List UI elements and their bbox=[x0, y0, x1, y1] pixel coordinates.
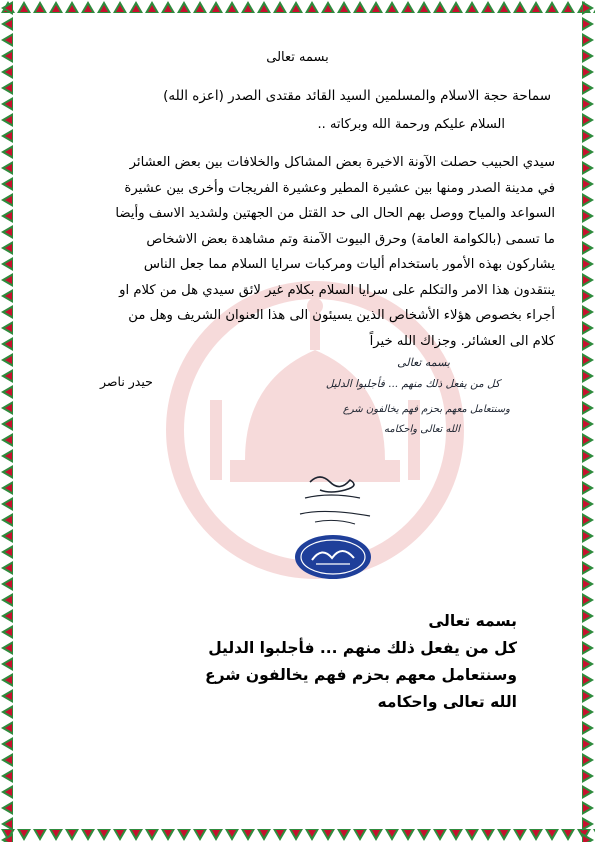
body-line: في مدينة الصدر ومنها بين عشيرة المطير وعشيرة الفريجات وأخرى بين عشيرة bbox=[124, 180, 555, 196]
handwritten-reply bbox=[270, 356, 520, 458]
transcription-line: كل من يفعل ذلك منهم ... فأجلبوا الدليل bbox=[208, 639, 517, 657]
decorative-border-bottom bbox=[0, 828, 595, 842]
basmala-heading: بسمه تعالى bbox=[266, 50, 329, 65]
transcription-line: بسمه تعالى bbox=[428, 612, 517, 630]
reply-transcription bbox=[205, 608, 517, 716]
decorative-border-top bbox=[0, 0, 595, 14]
handwritten-signature bbox=[290, 468, 380, 528]
transcription-line: الله تعالى واحكامه bbox=[377, 693, 517, 711]
handwritten-line: كل من يفعل ذلك منهم ... فأجلبوا الدليل bbox=[325, 378, 500, 390]
body-line: سيدي الحبيب حصلت الآونة الاخيرة بعض المشاكل والخلافات بين بعض العشائر bbox=[129, 155, 555, 170]
body-line: أجراء بخصوص هؤلاء الأشخاص الذين يسيئون الى هذا العنوان الشريف وهل من bbox=[128, 308, 555, 323]
greeting-line: السلام عليكم ورحمة الله وبركاته .. bbox=[317, 117, 505, 132]
addressee-line: سماحة حجة الاسلام والمسلمين السيد القائد مقتدى الصدر (اعزه الله) bbox=[163, 88, 551, 104]
body-line-closing: كلام الى العشائر. وجزاك الله خيراً bbox=[369, 333, 555, 349]
official-stamp bbox=[292, 532, 374, 582]
body-line: ينتقدون هذا الامر والتكلم على سرايا السلام بكلام غير لائق سيدي هل من كلام او bbox=[119, 282, 555, 298]
transcription-line: وسنتعامل معهم بحزم فهم يخالفون شرع bbox=[205, 666, 517, 684]
handwritten-line: وسنتعامل معهم بحزم فهم يخالفون شرع bbox=[342, 404, 510, 415]
decorative-border-left bbox=[0, 0, 14, 842]
decorative-border-right bbox=[581, 0, 595, 842]
handwritten-line: الله تعالى واحكامه bbox=[384, 424, 460, 435]
body-line: يشاركون بهذه الأمور باستخدام أليات ومركبات سرايا السلام مما جعل الناس bbox=[143, 257, 555, 272]
body-line: السواعد والمياح ووصل بهم الحال الى حد القتل من الجهتين ولشديد الاسف وأيضا bbox=[115, 206, 555, 221]
body-line: ما تسمى (بالكوامة العامة) وحرق البيوت الآمنة وتم مشاهدة بعض الاشخاص bbox=[146, 231, 555, 247]
handwritten-line: بسمه تعالى bbox=[397, 356, 450, 369]
sender-name: حيدر ناصر bbox=[100, 374, 153, 389]
letter-body bbox=[38, 150, 555, 354]
